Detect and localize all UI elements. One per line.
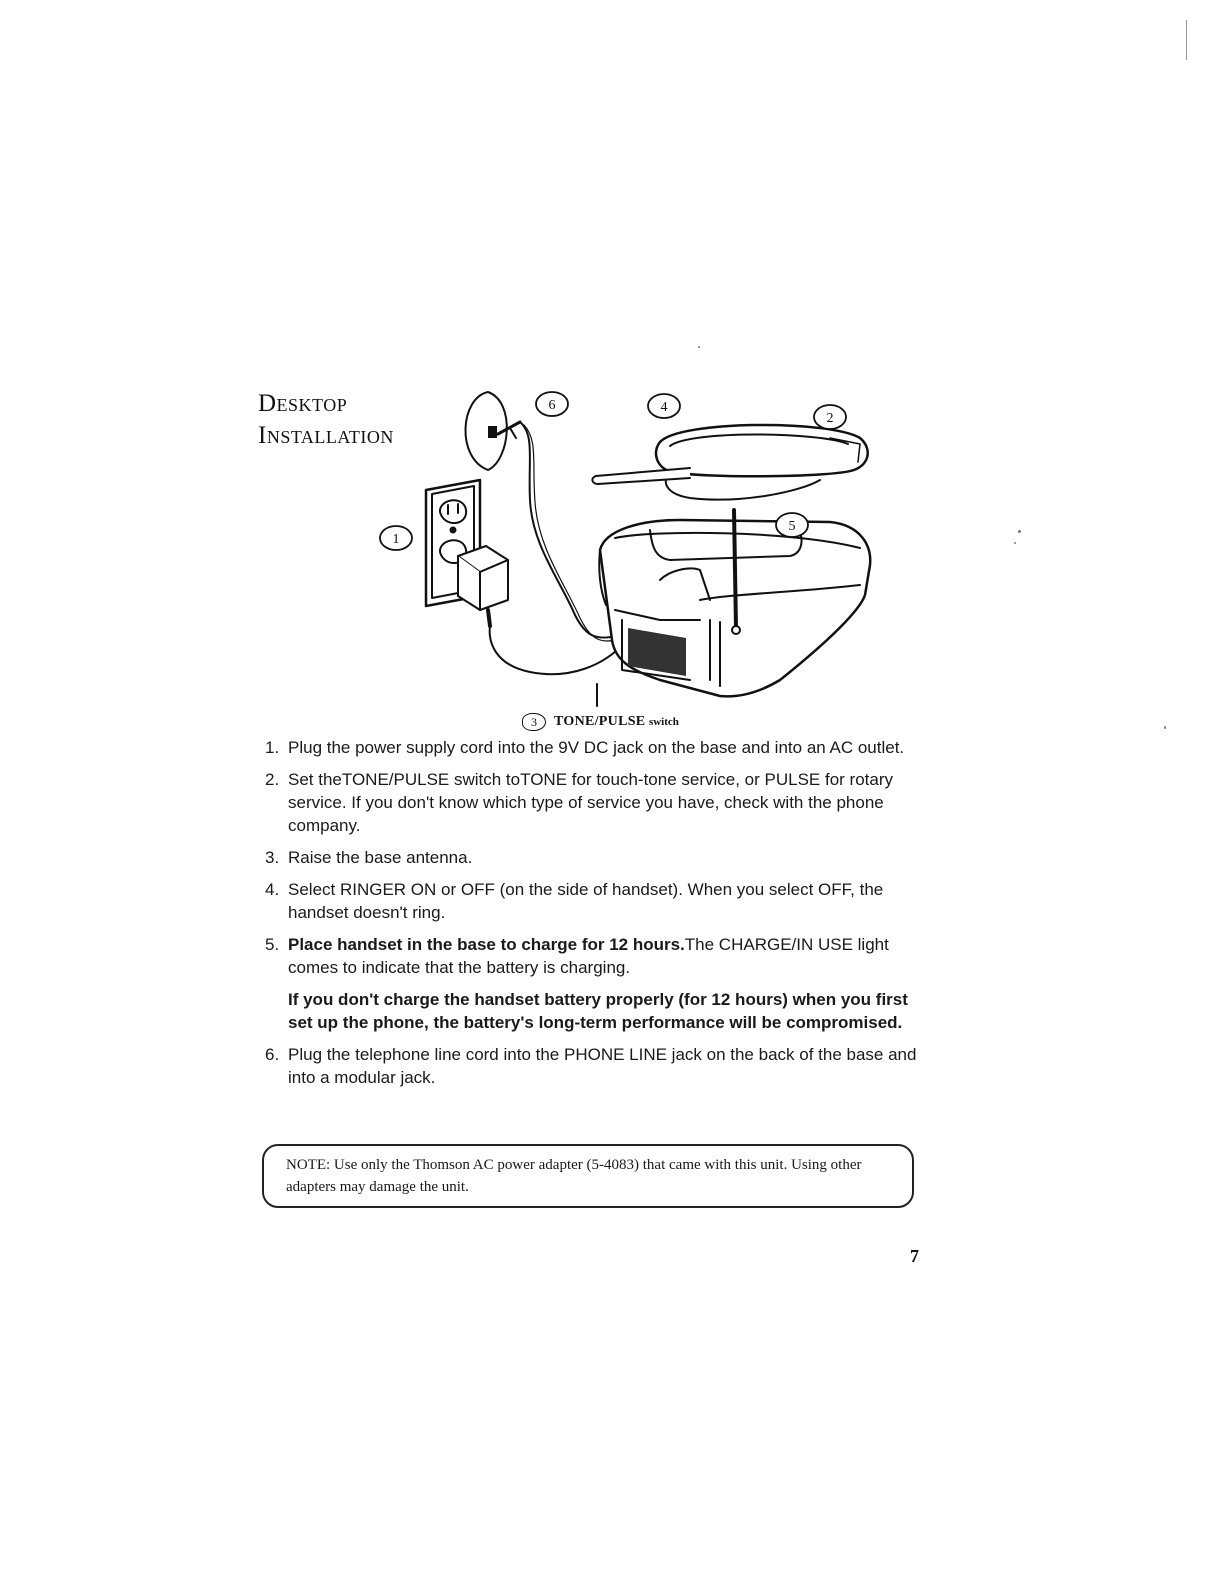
note-label: NOTE: [286,1157,331,1173]
caption-suffix: switch [648,716,679,728]
step-number: 6. [265,1045,280,1064]
scan-speck [1186,20,1187,60]
step-item [262,878,922,924]
page-number: 7 [910,1246,919,1266]
step-item [262,846,922,869]
scan-speck [1014,542,1016,544]
cordless-handset-icon [592,425,867,500]
step-bold-text: Place handset in the base to charge for 12 hours. [288,935,685,954]
scan-speck [1018,530,1021,533]
step-text: The CHARGE/IN USE light comes to indicate that the battery is charging. [288,935,889,977]
step-number: 2. [265,770,280,789]
installation-illustration [360,380,900,740]
callout-1-label: 1 [392,532,400,547]
scan-speck [698,346,700,348]
step-item [262,736,922,759]
installation-steps [262,736,922,1098]
charging-warning: If you don't charge the handset battery properly (for 12 hours) when you first set up the phone, the battery's long-term performance will be compromised. [288,990,908,1032]
step-text: Plug the telephone line cord into the PHONE LINE jack on the back of the base and into a modular jack. [288,1045,917,1087]
figure-caption [522,713,679,731]
callout-3: 3 [522,713,546,731]
ac-power-adapter-icon [458,546,508,626]
note-box [262,1144,914,1208]
caption-label: TONE/PULSE [554,714,646,729]
step-text: Plug the power supply cord into the 9V DC jack on the base and into an AC outlet. [288,738,905,757]
step-item [262,768,922,837]
wall-phone-jack-icon [465,392,520,470]
step-text: Select RINGER ON or OFF (on the side of handset). When you select OFF, the handset doesn't ring. [288,880,884,922]
step-number: 5. [265,935,280,954]
step-text: Set theTONE/PULSE switch toTONE for touch-tone service, or PULSE for rotary service. If you don't know which type of service you have, check with the phone company. [288,770,893,835]
callout-2-label: 2 [826,411,834,426]
step-number: 1. [265,738,280,757]
callout-6-label: 6 [548,398,556,413]
step-number: 4. [265,880,280,899]
step-number: 3. [265,848,280,867]
step-item [262,933,922,1034]
section-title-line1: Desktop [258,390,348,417]
callout-5-label: 5 [788,519,796,534]
section-title-line2: Installation [258,422,394,449]
note-text: Use only the Thomson AC power adapter (5-4083) that came with this unit. Using other adapters may damage the unit. [286,1157,862,1195]
callout-4-label: 4 [660,400,668,415]
phone-line-cord [520,422,620,638]
scan-speck [1164,726,1166,729]
step-item [262,1043,922,1089]
power-supply-cord [490,626,625,674]
step-text: Raise the base antenna. [288,848,473,867]
base-antenna [734,510,736,628]
